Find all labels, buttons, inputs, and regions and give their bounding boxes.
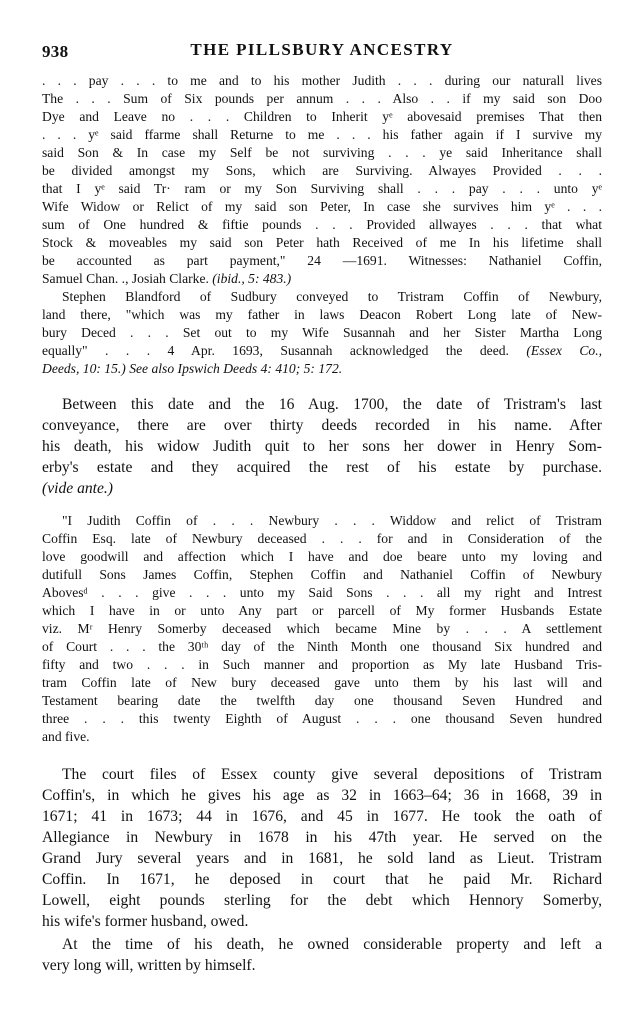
text-line: Coffin's, in which he gives his age as 32 in 1663–64; 36 in 1668, 39 in: [42, 787, 602, 804]
text-line: Abovesᵈ . . . give . . . unto my Said Sons . . . all my right and Intrest: [42, 585, 602, 600]
text-line: viz. Mʳ Henry Somerby deceased which became Mine by . . . A settlement: [42, 621, 602, 636]
text-line: Grand Jury several years and in 1681, he sold land as Lieut. Tristram: [42, 850, 602, 867]
text-line: fifty and two . . . in Such manner and proportion as My late Husband Tris-: [42, 657, 602, 672]
text-line: dutifull Sons James Coffin, Stephen Coffin and Nathaniel Coffin of Newbury: [42, 567, 602, 582]
text-line: Dye and Leave no . . . Children to Inherit yᵉ abovesaid premises That then: [42, 109, 602, 124]
text-line: The court files of Essex county give several depositions of Tristram: [62, 766, 602, 783]
text-line: erby's estate and they acquired the rest of his estate by purchase.: [42, 459, 602, 476]
running-title: THE PILLSBURY ANCESTRY: [190, 40, 454, 59]
text-line: that I yᵉ said Tr· ram or my Son Surviving shall . . . pay . . . unto yᵉ: [42, 181, 602, 196]
citation: (ibid., 5: 483.): [212, 271, 292, 286]
line-text: Samuel Chan. ., Josiah Clarke.: [42, 271, 213, 286]
text-line: Stock & moveables my said son Peter hath Received of me In his lifetime shall: [42, 235, 602, 250]
citation: (Essex Co.,: [526, 343, 602, 358]
line-text: equally" . . . 4 Apr. 1693, Susannah acknowledged the deed.: [42, 343, 527, 358]
text-line: said Son & In case my Self be not surviving . . . ye said Inheritance shall: [42, 145, 602, 160]
text-line: sum of One hundred & fiftie pounds . . . Provided allwayes . . . that what: [42, 217, 602, 232]
text-line: Lowell, eight pounds sterling for the debt which Hennory Somerby,: [42, 892, 602, 909]
text-line: Coffin Esq. late of Newbury deceased . . . for and in Consideration of the: [42, 531, 602, 546]
text-line: [42, 342, 602, 360]
text-line: Allegiance in Newbury in 1678 in his 47th year. He served on the: [42, 829, 602, 846]
citation: (vide ante.): [42, 480, 114, 497]
text-line: [42, 270, 602, 288]
page-number: 938: [42, 42, 69, 61]
text-line: Wife Widow or Relict of my said son Peter, In case she survives him yᵉ . . .: [42, 199, 602, 214]
text-line: Testament bearing date the twelfth day one thousand Seven Hundred and: [42, 693, 602, 708]
text-line: bury Deced . . . Set out to my Wife Susannah and her Sister Martha Long: [42, 325, 602, 340]
text-line: land there, "which was my father in laws Deacon Robert Long late of New-: [42, 307, 602, 322]
text-line: Stephen Blandford of Sudbury conveyed to Tristram Coffin of Newbury,: [62, 289, 602, 304]
text-line: [42, 360, 602, 378]
text-line: tram Coffin late of New bury deceased gave unto them by his last will and: [42, 675, 602, 690]
text-line: very long will, written by himself.: [42, 957, 256, 974]
text-line: his death, his widow Judith quit to her sons her dower in Henry Som-: [42, 438, 602, 455]
page-header: [42, 40, 602, 64]
text-line: [42, 478, 602, 499]
text-line: Between this date and the 16 Aug. 1700, the date of Tristram's last: [62, 396, 602, 413]
text-line: his wife's former husband, owed.: [42, 913, 249, 930]
text-line: be divided amongst my Sons, which are Surviving. Alwayes Provided . . .: [42, 163, 602, 178]
text-line: be accounted as part payment," 24 —1691. Witnesses: Nathaniel Coffin,: [42, 253, 602, 268]
text-line: love goodwill and affection which I have and doe beare unto my loving and: [42, 549, 602, 564]
text-line: conveyance, there are over thirty deeds recorded in his name. After: [42, 417, 602, 434]
citation: Deeds, 10: 15.): [42, 361, 126, 376]
text-line: 1671; 41 in 1673; 44 in 1676, and 45 in 1677. He took the oath of: [42, 808, 602, 825]
text-line: The . . . Sum of Six pounds per annum . . . Also . . if my said son Doo: [42, 91, 602, 106]
text-line: which I have in or unto Any part or parcell of My former Husbands Estate: [42, 603, 602, 618]
text-line: . . . pay . . . to me and to his mother Judith . . . during our naturall lives: [42, 73, 602, 88]
text-line: of Court . . . the 30ᵗʰ day of the Ninth Month one thousand Six hundred and: [42, 639, 602, 654]
text-line: At the time of his death, he owned considerable property and left a: [62, 936, 602, 953]
citation: See also Ipswich Deeds 4: 410; 5: 172.: [129, 361, 343, 376]
text-line: and five.: [42, 729, 90, 744]
text-line: "I Judith Coffin of . . . Newbury . . . Widdow and relict of Tristram: [62, 513, 602, 528]
text-line: three . . . this twenty Eighth of August . . . one thousand Seven hundred: [42, 711, 602, 726]
text-line: . . . yᵉ said ffarme shall Returne to me . . . his father again if I survive my: [42, 127, 602, 142]
text-line: Coffin. In 1671, he deposed in court that he paid Mr. Richard: [42, 871, 602, 888]
